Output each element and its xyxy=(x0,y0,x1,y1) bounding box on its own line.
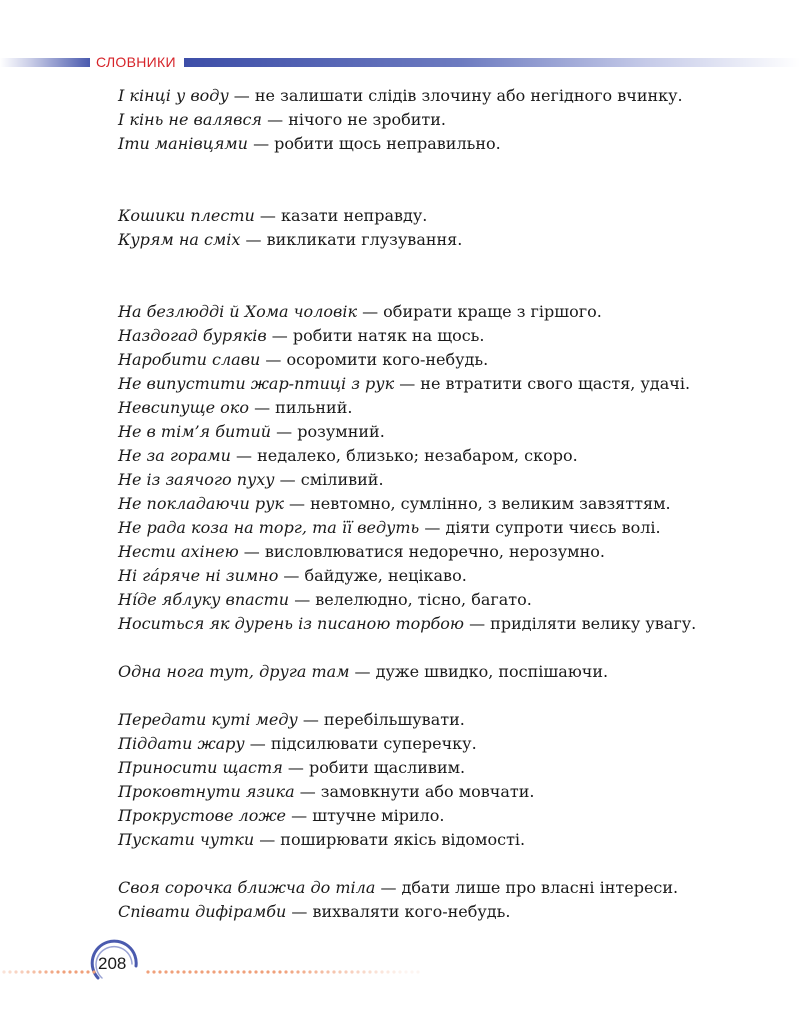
entry-definition: — невтомно, сумлінно, з великим завзяттям. xyxy=(283,494,671,513)
entry-definition: — робити натяк на щось. xyxy=(266,326,485,345)
footer-dot xyxy=(290,970,293,973)
footer-dot xyxy=(380,970,383,973)
footer-dot xyxy=(242,970,245,973)
dictionary-entry xyxy=(118,444,758,468)
dictionary-entry xyxy=(118,348,758,372)
entry-term: Наробити слави xyxy=(118,350,261,369)
page-number-badge xyxy=(90,938,150,990)
dictionary-entry xyxy=(118,612,758,636)
entry-definition: — осоромити кого-небудь. xyxy=(260,350,489,369)
entry-definition: — перебільшувати. xyxy=(297,710,465,729)
entry-definition: — робити щасливим. xyxy=(282,758,466,777)
footer-dot xyxy=(164,970,167,973)
entry-definition: — висловлюватися недоречно, нерозумно. xyxy=(238,542,605,561)
footer-dot xyxy=(68,970,71,973)
entry-definition: — сміливий. xyxy=(274,470,384,489)
footer-dot xyxy=(170,970,173,973)
header-bar-left xyxy=(0,58,90,67)
footer-dot xyxy=(236,970,239,973)
entry-term: Своя сорочка ближча до тіла xyxy=(118,878,376,897)
entry-group xyxy=(118,876,758,924)
footer-dot xyxy=(350,970,353,973)
entry-term: Іти манівцями xyxy=(118,134,248,153)
dictionary-entry xyxy=(118,540,758,564)
footer-dot xyxy=(314,970,317,973)
dictionary-entry xyxy=(118,204,758,228)
footer-dot xyxy=(206,970,209,973)
footer-dot xyxy=(392,970,395,973)
entry-definition: — діяти супроти чиєсь волі. xyxy=(419,518,661,537)
entry-term: Не із заячого пуху xyxy=(118,470,275,489)
entry-term: Співати дифірамби xyxy=(118,902,287,921)
entry-group xyxy=(118,84,758,156)
entry-definition: — вихваляти кого-небудь. xyxy=(286,902,511,921)
entry-definition: — підсилювати суперечку. xyxy=(244,734,477,753)
footer-dot xyxy=(302,970,305,973)
footer-dot xyxy=(308,970,311,973)
entry-definition: — обирати краще з гіршого. xyxy=(357,302,602,321)
footer-dot xyxy=(224,970,227,973)
footer-dot xyxy=(50,970,53,973)
footer-dot xyxy=(74,970,77,973)
footer-dot xyxy=(278,970,281,973)
entry-term: Прокрустове ложе xyxy=(118,806,287,825)
footer-dot xyxy=(176,970,179,973)
entry-group xyxy=(118,708,758,852)
footer-dot xyxy=(14,970,17,973)
footer-dot xyxy=(152,970,155,973)
footer-dot xyxy=(80,970,83,973)
dictionary-entry xyxy=(118,492,758,516)
footer-dot xyxy=(320,970,323,973)
dictionary-entry xyxy=(118,732,758,756)
footer-dot xyxy=(248,970,251,973)
footer-dot xyxy=(212,970,215,973)
footer-dot xyxy=(326,970,329,973)
footer-dot xyxy=(56,970,59,973)
dictionary-entry xyxy=(118,708,758,732)
footer-dot xyxy=(20,970,23,973)
dictionary-entry xyxy=(118,420,758,444)
footer-dot xyxy=(344,970,347,973)
entry-term: Ні гáряче ні зимно xyxy=(118,566,279,585)
entry-definition: — дбати лише про власні інтереси. xyxy=(375,878,679,897)
entry-definition: — дуже швидко, поспішаючи. xyxy=(349,662,609,681)
entry-term: Не рада коза на торг, та її ведуть xyxy=(118,518,420,537)
entry-term: Не випустити жар-птиці з рук xyxy=(118,374,395,393)
entry-definition: — розумний. xyxy=(271,422,385,441)
entry-term: Курям на сміх xyxy=(118,230,241,249)
entry-term: І кінці у воду xyxy=(118,86,229,105)
footer-dot xyxy=(284,970,287,973)
dictionary-entry xyxy=(118,324,758,348)
dictionary-entry xyxy=(118,300,758,324)
dictionary-entry xyxy=(118,396,758,420)
entry-definition: — не втратити свого щастя, удачі. xyxy=(394,374,691,393)
entry-term: Не за горами xyxy=(118,446,231,465)
entry-definition: — не залишати слідів злочину або негідного вчинку. xyxy=(228,86,683,105)
footer-dot xyxy=(188,970,191,973)
entry-term: Невсипуще око xyxy=(118,398,249,417)
footer-dot xyxy=(386,970,389,973)
footer-dot xyxy=(362,970,365,973)
dictionary-entry xyxy=(118,228,758,252)
entry-term: Не в тім’я битий xyxy=(118,422,272,441)
entry-definition: — велелюдно, тісно, багато. xyxy=(289,590,532,609)
entry-definition: — замовкнути або мовчати. xyxy=(294,782,535,801)
entry-term: Кошики плести xyxy=(118,206,255,225)
entry-definition: — робити щось неправильно. xyxy=(247,134,501,153)
footer-dot xyxy=(8,970,11,973)
footer-dot xyxy=(218,970,221,973)
section-title: СЛОВНИКИ xyxy=(96,54,176,70)
entry-definition: — приділяти велику увагу. xyxy=(464,614,697,633)
entry-term: Піддати жару xyxy=(118,734,245,753)
dictionary-entry xyxy=(118,468,758,492)
footer-dot-line xyxy=(0,968,420,976)
dictionary-entry xyxy=(118,84,758,108)
entry-definition: — пильний. xyxy=(248,398,353,417)
footer-dot xyxy=(62,970,65,973)
entry-term: І кінь не валявся xyxy=(118,110,263,129)
dictionary-entry xyxy=(118,588,758,612)
entry-definition: — нічого не зробити. xyxy=(262,110,446,129)
footer-dot xyxy=(416,970,419,973)
footer-dot xyxy=(194,970,197,973)
dictionary-entry xyxy=(118,780,758,804)
footer-dot xyxy=(404,970,407,973)
dictionary-entry xyxy=(118,804,758,828)
entry-definition: — штучне мірило. xyxy=(286,806,445,825)
entry-term: На безлюдді й Хома чоловік xyxy=(118,302,357,321)
footer-dot xyxy=(260,970,263,973)
footer-dot xyxy=(92,970,95,973)
entry-term: Передати куті меду xyxy=(118,710,298,729)
dictionary-entry xyxy=(118,876,758,900)
footer-dot xyxy=(86,970,89,973)
header-bar-right xyxy=(184,58,800,67)
entry-term: Проковтнути язика xyxy=(118,782,295,801)
footer-dot xyxy=(368,970,371,973)
footer-dot xyxy=(338,970,341,973)
footer-dot xyxy=(44,970,47,973)
dictionary-entry xyxy=(118,108,758,132)
footer-dot xyxy=(272,970,275,973)
footer-dot xyxy=(230,970,233,973)
dictionary-entry xyxy=(118,900,758,924)
footer-dot xyxy=(2,970,5,973)
footer-dot xyxy=(146,970,149,973)
entry-term: Наздогад буряків xyxy=(118,326,267,345)
footer-dot xyxy=(200,970,203,973)
footer-dot xyxy=(182,970,185,973)
dictionary-entry xyxy=(118,756,758,780)
dictionary-entry xyxy=(118,828,758,852)
entry-definition: — байдуже, нецікаво. xyxy=(278,566,467,585)
footer-dot xyxy=(398,970,401,973)
entry-term: Одна нога тут, друга там xyxy=(118,662,350,681)
entry-term: Носиться як дурень із писаною торбою xyxy=(118,614,464,633)
entry-definition: — недалеко, близько; незабаром, скоро. xyxy=(230,446,578,465)
page-number: 208 xyxy=(98,954,127,973)
footer-dot xyxy=(266,970,269,973)
footer-dot xyxy=(26,970,29,973)
entry-group xyxy=(118,204,758,252)
dictionary-entry xyxy=(118,372,758,396)
dictionary-entry xyxy=(118,660,758,684)
dictionary-entry xyxy=(118,132,758,156)
entry-term: Нíде яблуку впасти xyxy=(118,590,290,609)
entry-definition: — викликати глузування. xyxy=(240,230,463,249)
dictionary-content xyxy=(118,84,758,924)
entry-term: Приносити щастя xyxy=(118,758,283,777)
footer-dot xyxy=(32,970,35,973)
entry-group xyxy=(118,660,758,684)
footer-dot xyxy=(158,970,161,973)
entry-term: Нести ахінею xyxy=(118,542,239,561)
footer-dot xyxy=(296,970,299,973)
footer-dot xyxy=(332,970,335,973)
entry-definition: — казати неправду. xyxy=(254,206,428,225)
dictionary-entry xyxy=(118,564,758,588)
footer-dot xyxy=(374,970,377,973)
entry-term: Пускати чутки xyxy=(118,830,255,849)
footer-dot xyxy=(38,970,41,973)
entry-definition: — поширювати якісь відомості. xyxy=(254,830,526,849)
entry-group xyxy=(118,300,758,636)
entry-term: Не покладаючи рук xyxy=(118,494,284,513)
dictionary-entry xyxy=(118,516,758,540)
footer-dot xyxy=(356,970,359,973)
footer-dot xyxy=(410,970,413,973)
footer-dot xyxy=(254,970,257,973)
